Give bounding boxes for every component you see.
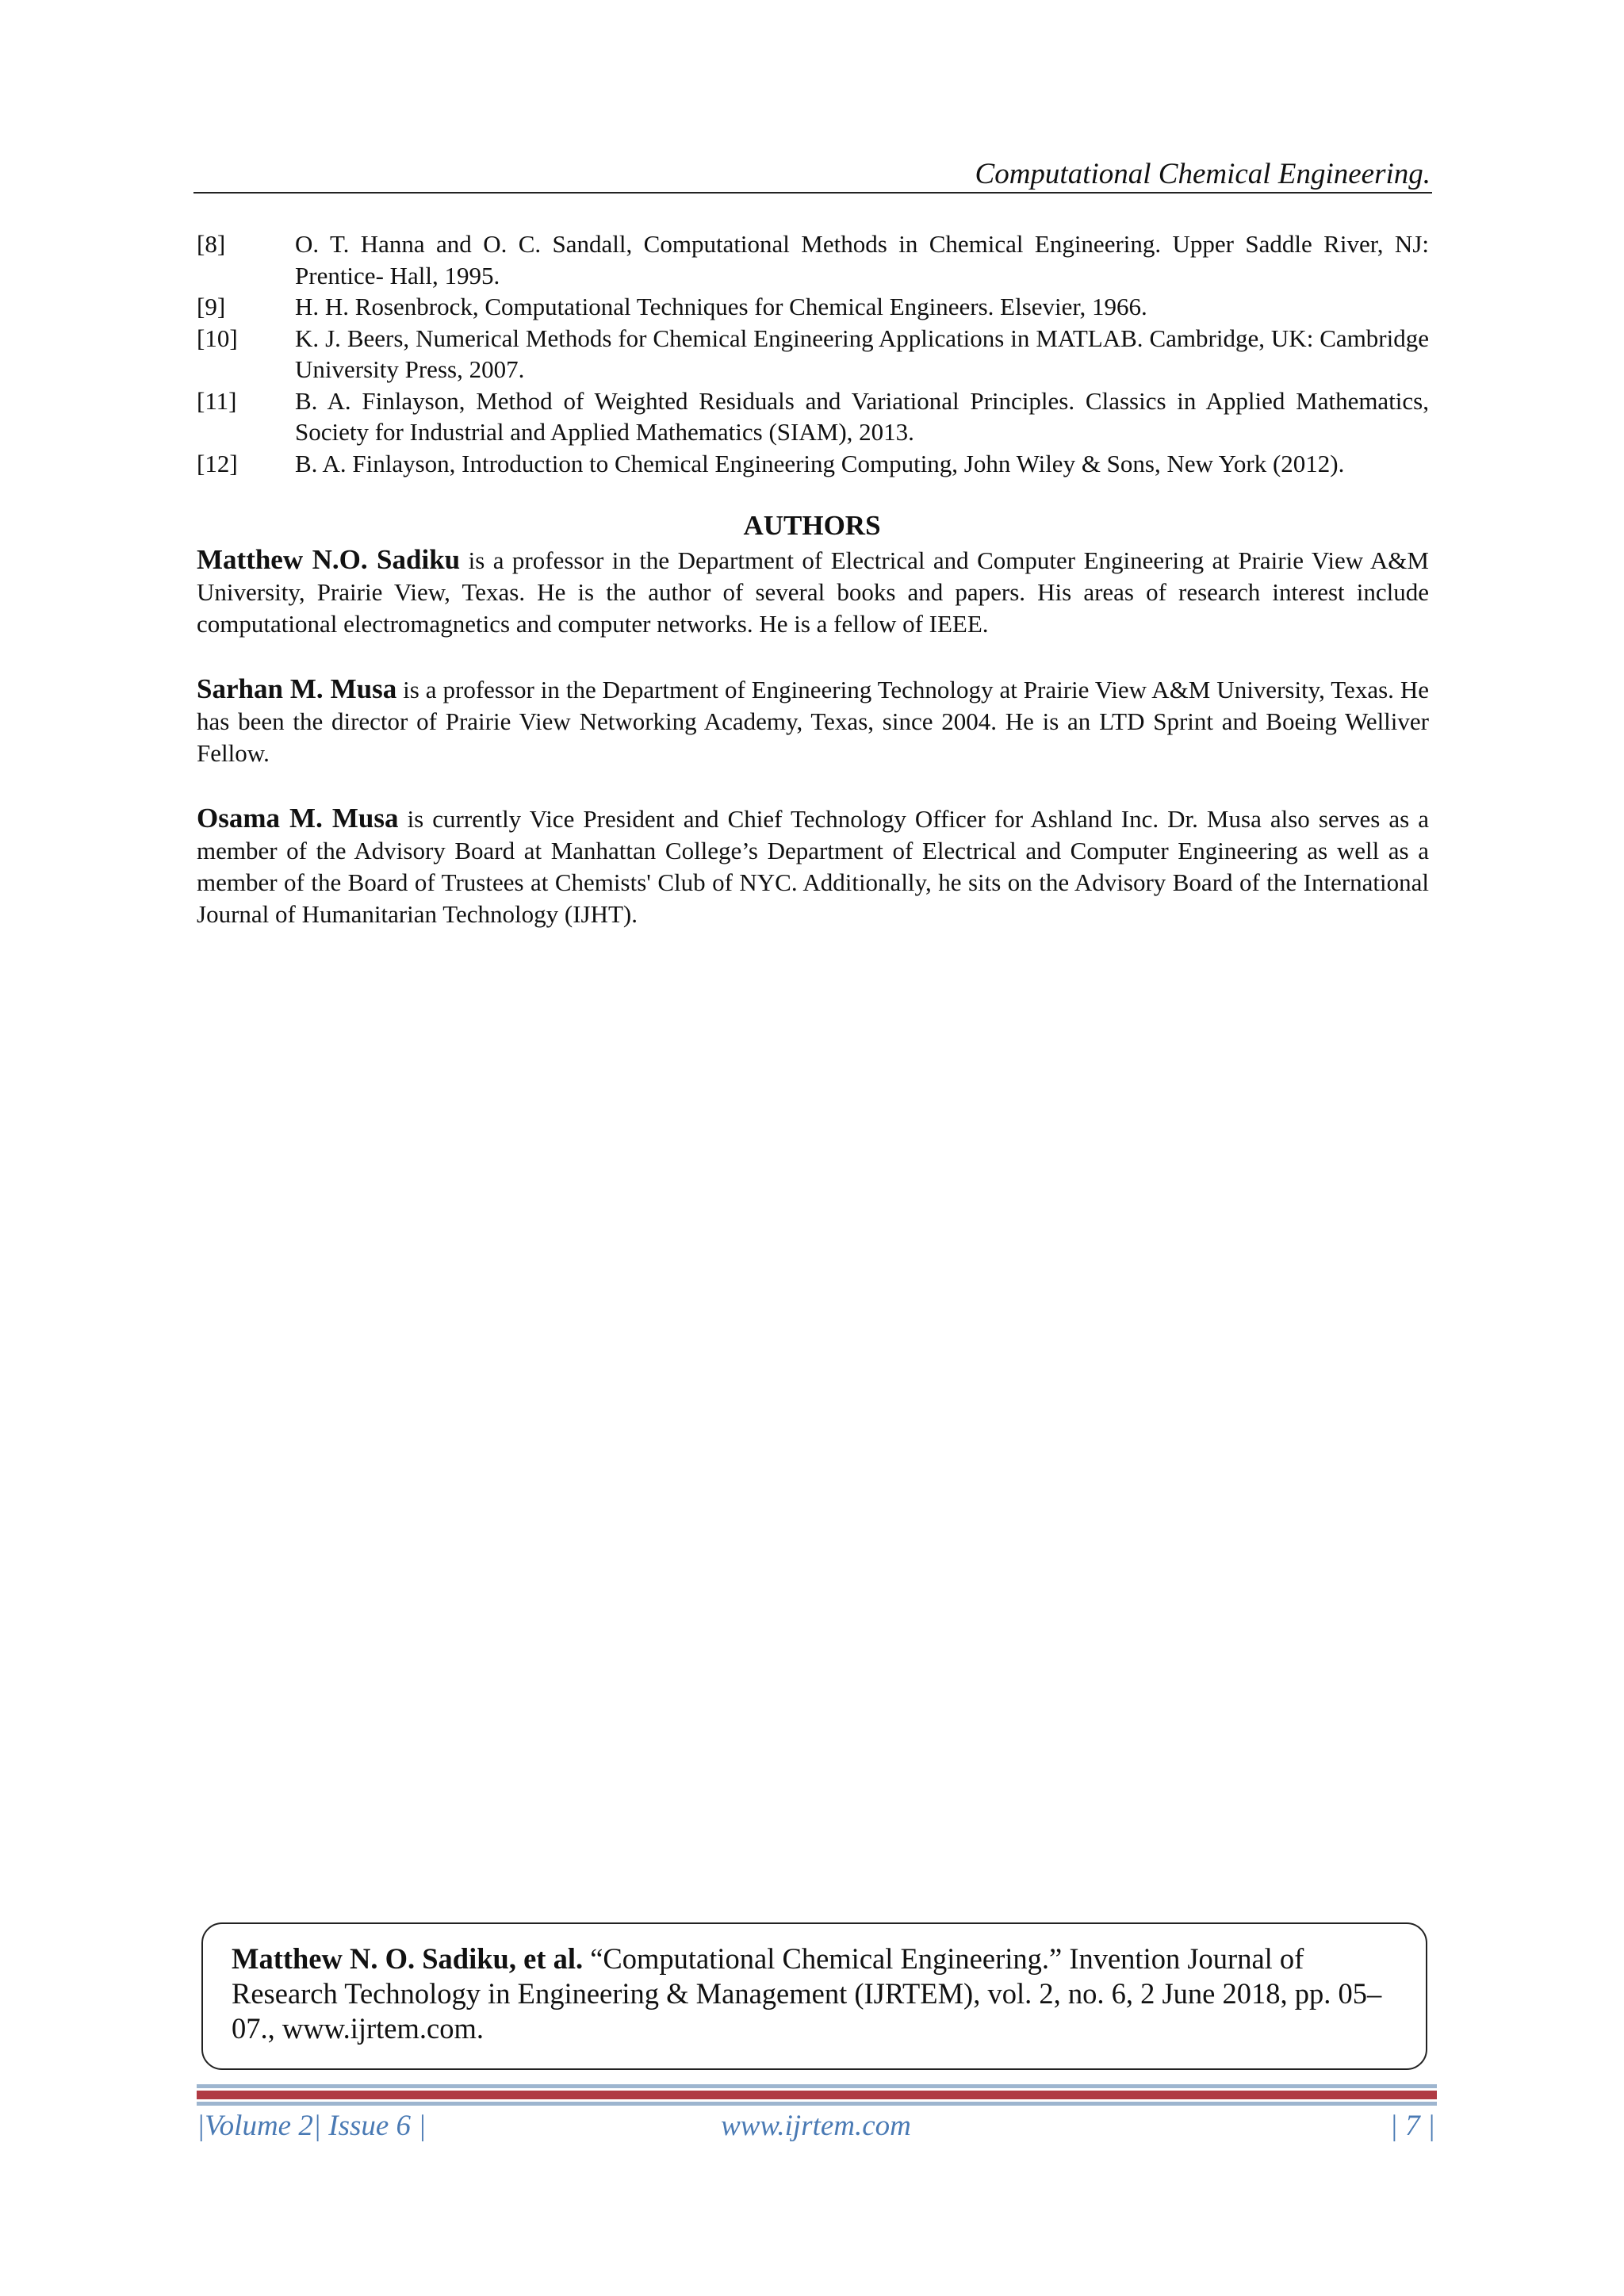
author-bio-text: is a professor in the Department of Engineering Technology at Prairie View A&M University, Texas. He has been the director of Prairie View Networking Academy, Texas, since 2004. He is an LTD Sprint and Boeing Welliver Fellow.: [197, 676, 1430, 767]
reference-number: [9]: [197, 293, 226, 320]
reference-item: [197, 448, 1429, 480]
reference-item: [197, 228, 1429, 291]
author-name: Sarhan M. Musa: [197, 673, 397, 704]
author-bio: [197, 673, 1429, 769]
reference-list: [197, 228, 1429, 479]
citation-text: “Computational Chemical Engineering.” Invention Journal of Research Technology in Engineering & Management (IJRTEM), vol. 2, no. 6, 2 June 2018, pp. 05–07., www.ijrtem.com.: [232, 1942, 1382, 2045]
authors-heading: AUTHORS: [743, 510, 881, 541]
reference-number: [12]: [197, 449, 238, 477]
citation-authors: Matthew N. O. Sadiku, et al.: [232, 1942, 584, 1975]
author-name: Matthew N.O. Sadiku: [197, 544, 461, 575]
author-bio: [197, 544, 1429, 640]
footer-rule-bottom: [197, 2102, 1437, 2106]
reference-number: [8]: [197, 230, 226, 258]
reference-text: H. H. Rosenbrock, Computational Techniques for Chemical Engineers. Elsevier, 1966.: [295, 293, 1147, 320]
footer-website-link[interactable]: www.ijrtem.com: [721, 2110, 911, 2142]
author-name: Osama M. Musa: [197, 803, 399, 834]
reference-item: [197, 291, 1429, 323]
reference-number: [11]: [197, 386, 237, 415]
header-rule: [193, 192, 1432, 194]
page-footer: [197, 2106, 1435, 2146]
footer-volume-issue: |Volume 2| Issue 6 |: [197, 2110, 427, 2142]
author-bio: [197, 803, 1429, 930]
reference-text: B. A. Finlayson, Method of Weighted Residuals and Variational Principles. Classics in Applied Mathematics, Society for Industrial and Applied Mathematics (SIAM), 2013.: [295, 386, 1429, 446]
reference-number: [10]: [197, 324, 238, 352]
reference-item: [197, 385, 1429, 448]
running-title: Computational Chemical Engineering.: [975, 158, 1431, 190]
reference-text: B. A. Finlayson, Introduction to Chemical Engineering Computing, John Wiley & Sons, New York (2012).: [295, 449, 1345, 477]
author-bio-text: is a professor in the Department of Electrical and Computer Engineering at Prairie View A&M University, Prairie View, Texas. He is the author of several books and papers. His areas of research interest include computational electromagnetics and computer networks. He is a fellow of IEEE.: [197, 546, 1429, 638]
citation-box: [201, 1922, 1427, 2070]
reference-text: O. T. Hanna and O. C. Sandall, Computational Methods in Chemical Engineering. Upper Saddle River, NJ: Prentice- Hall, 1995.: [295, 230, 1429, 289]
footer-rule-top: [197, 2084, 1437, 2088]
author-bio-text: is currently Vice President and Chief Technology Officer for Ashland Inc. Dr. Musa also serves as a member of the Advisory Board at Manhattan College’s Department of Electrical and Computer Engineering as well as a member of the Board of Trustees at Chemists' Club of NYC. Additionally, he sits on the Advisory Board of the International Journal of Humanitarian Technology (IJHT).: [197, 805, 1430, 928]
footer-rule-red: [197, 2091, 1437, 2099]
reference-item: [197, 323, 1429, 385]
footer-page-number: | 7 |: [1389, 2110, 1435, 2142]
reference-text: K. J. Beers, Numerical Methods for Chemical Engineering Applications in MATLAB. Cambridge, UK: Cambridge University Press, 2007.: [295, 324, 1429, 383]
